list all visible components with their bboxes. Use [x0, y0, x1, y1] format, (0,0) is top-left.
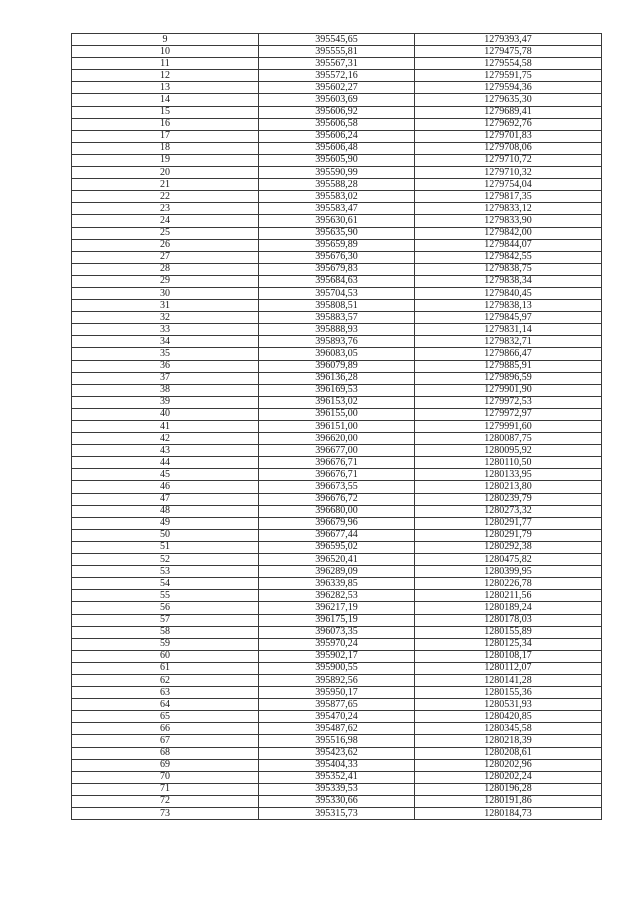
x-coordinate-cell: 396136,28 — [259, 372, 415, 384]
y-coordinate-cell: 1280133,95 — [415, 469, 602, 481]
table-row — [72, 154, 602, 166]
point-number-cell: 26 — [72, 239, 259, 251]
y-coordinate-cell: 1280087,75 — [415, 433, 602, 445]
point-number-cell: 10 — [72, 46, 259, 58]
y-coordinate-cell: 1279844,07 — [415, 239, 602, 251]
y-coordinate-cell: 1279708,06 — [415, 142, 602, 154]
table-row — [72, 590, 602, 602]
x-coordinate-cell: 395423,62 — [259, 747, 415, 759]
point-number-cell: 45 — [72, 469, 259, 481]
table-row — [72, 662, 602, 674]
x-coordinate-cell: 395877,65 — [259, 699, 415, 711]
x-coordinate-cell: 396520,41 — [259, 554, 415, 566]
y-coordinate-cell: 1279591,75 — [415, 70, 602, 82]
y-coordinate-cell: 1280178,03 — [415, 614, 602, 626]
table-row — [72, 795, 602, 807]
y-coordinate-cell: 1280202,96 — [415, 759, 602, 771]
point-number-cell: 37 — [72, 372, 259, 384]
point-number-cell: 50 — [72, 529, 259, 541]
y-coordinate-cell: 1280292,38 — [415, 541, 602, 553]
x-coordinate-cell: 396282,53 — [259, 590, 415, 602]
x-coordinate-cell: 395404,33 — [259, 759, 415, 771]
y-coordinate-cell: 1280475,82 — [415, 554, 602, 566]
x-coordinate-cell: 396339,85 — [259, 578, 415, 590]
table-row — [72, 445, 602, 457]
table-row — [72, 408, 602, 420]
table-row — [72, 493, 602, 505]
y-coordinate-cell: 1279831,14 — [415, 324, 602, 336]
x-coordinate-cell: 396153,02 — [259, 396, 415, 408]
table-row — [72, 312, 602, 324]
point-number-cell: 64 — [72, 699, 259, 711]
table-row — [72, 239, 602, 251]
point-number-cell: 19 — [72, 154, 259, 166]
table-row — [72, 94, 602, 106]
x-coordinate-cell: 396677,44 — [259, 529, 415, 541]
point-number-cell: 12 — [72, 70, 259, 82]
x-coordinate-cell: 395315,73 — [259, 808, 415, 820]
y-coordinate-cell: 1279833,12 — [415, 203, 602, 215]
table-row — [72, 58, 602, 70]
table-row — [72, 723, 602, 735]
table-row — [72, 348, 602, 360]
point-number-cell: 65 — [72, 711, 259, 723]
x-coordinate-cell: 395583,47 — [259, 203, 415, 215]
x-coordinate-cell: 395888,93 — [259, 324, 415, 336]
y-coordinate-cell: 1280399,95 — [415, 566, 602, 578]
point-number-cell: 48 — [72, 505, 259, 517]
x-coordinate-cell: 396083,05 — [259, 348, 415, 360]
point-number-cell: 69 — [72, 759, 259, 771]
x-coordinate-cell: 395659,89 — [259, 239, 415, 251]
table-row — [72, 384, 602, 396]
coordinates-table — [71, 33, 602, 820]
point-number-cell: 35 — [72, 348, 259, 360]
y-coordinate-cell: 1279594,36 — [415, 82, 602, 94]
point-number-cell: 62 — [72, 674, 259, 686]
table-row — [72, 227, 602, 239]
point-number-cell: 17 — [72, 130, 259, 142]
x-coordinate-cell: 395603,69 — [259, 94, 415, 106]
y-coordinate-cell: 1279554,58 — [415, 58, 602, 70]
table-row — [72, 287, 602, 299]
table-row — [72, 602, 602, 614]
x-coordinate-cell: 395606,24 — [259, 130, 415, 142]
y-coordinate-cell: 1279885,91 — [415, 360, 602, 372]
x-coordinate-cell: 396673,55 — [259, 481, 415, 493]
point-number-cell: 41 — [72, 421, 259, 433]
x-coordinate-cell: 395902,17 — [259, 650, 415, 662]
x-coordinate-cell: 395606,92 — [259, 106, 415, 118]
point-number-cell: 73 — [72, 808, 259, 820]
table-row — [72, 70, 602, 82]
table-row — [72, 118, 602, 130]
point-number-cell: 49 — [72, 517, 259, 529]
y-coordinate-cell: 1280108,17 — [415, 650, 602, 662]
y-coordinate-cell: 1280213,80 — [415, 481, 602, 493]
x-coordinate-cell: 395572,16 — [259, 70, 415, 82]
y-coordinate-cell: 1280226,78 — [415, 578, 602, 590]
table-row — [72, 34, 602, 46]
point-number-cell: 33 — [72, 324, 259, 336]
coordinates-table-body — [72, 34, 602, 820]
y-coordinate-cell: 1280189,24 — [415, 602, 602, 614]
table-row — [72, 336, 602, 348]
x-coordinate-cell: 395583,02 — [259, 191, 415, 203]
x-coordinate-cell: 396676,72 — [259, 493, 415, 505]
point-number-cell: 40 — [72, 408, 259, 420]
table-row — [72, 687, 602, 699]
y-coordinate-cell: 1280125,34 — [415, 638, 602, 650]
table-row — [72, 771, 602, 783]
y-coordinate-cell: 1279845,97 — [415, 312, 602, 324]
x-coordinate-cell: 395555,81 — [259, 46, 415, 58]
x-coordinate-cell: 395950,17 — [259, 687, 415, 699]
x-coordinate-cell: 396151,00 — [259, 421, 415, 433]
x-coordinate-cell: 395606,58 — [259, 118, 415, 130]
table-row — [72, 191, 602, 203]
y-coordinate-cell: 1279972,97 — [415, 408, 602, 420]
y-coordinate-cell: 1279393,47 — [415, 34, 602, 46]
x-coordinate-cell: 395352,41 — [259, 771, 415, 783]
point-number-cell: 30 — [72, 287, 259, 299]
y-coordinate-cell: 1280239,79 — [415, 493, 602, 505]
point-number-cell: 15 — [72, 106, 259, 118]
x-coordinate-cell: 395676,30 — [259, 251, 415, 263]
table-row — [72, 106, 602, 118]
table-row — [72, 275, 602, 287]
table-row — [72, 215, 602, 227]
y-coordinate-cell: 1279838,34 — [415, 275, 602, 287]
table-row — [72, 541, 602, 553]
y-coordinate-cell: 1279840,45 — [415, 287, 602, 299]
y-coordinate-cell: 1279842,55 — [415, 251, 602, 263]
table-row — [72, 324, 602, 336]
y-coordinate-cell: 1280196,28 — [415, 783, 602, 795]
table-row — [72, 566, 602, 578]
y-coordinate-cell: 1280155,89 — [415, 626, 602, 638]
table-row — [72, 711, 602, 723]
point-number-cell: 9 — [72, 34, 259, 46]
x-coordinate-cell: 395635,90 — [259, 227, 415, 239]
table-row — [72, 626, 602, 638]
x-coordinate-cell: 395588,28 — [259, 179, 415, 191]
x-coordinate-cell: 395630,61 — [259, 215, 415, 227]
x-coordinate-cell: 395516,98 — [259, 735, 415, 747]
x-coordinate-cell: 395330,66 — [259, 795, 415, 807]
point-number-cell: 24 — [72, 215, 259, 227]
table-row — [72, 300, 602, 312]
y-coordinate-cell: 1279991,60 — [415, 421, 602, 433]
y-coordinate-cell: 1280420,85 — [415, 711, 602, 723]
point-number-cell: 27 — [72, 251, 259, 263]
point-number-cell: 31 — [72, 300, 259, 312]
point-number-cell: 53 — [72, 566, 259, 578]
point-number-cell: 28 — [72, 263, 259, 275]
x-coordinate-cell: 396217,19 — [259, 602, 415, 614]
point-number-cell: 43 — [72, 445, 259, 457]
table-row — [72, 421, 602, 433]
point-number-cell: 21 — [72, 179, 259, 191]
y-coordinate-cell: 1279866,47 — [415, 348, 602, 360]
point-number-cell: 52 — [72, 554, 259, 566]
table-row — [72, 747, 602, 759]
y-coordinate-cell: 1279838,13 — [415, 300, 602, 312]
y-coordinate-cell: 1279754,04 — [415, 179, 602, 191]
y-coordinate-cell: 1279838,75 — [415, 263, 602, 275]
y-coordinate-cell: 1279635,30 — [415, 94, 602, 106]
table-row — [72, 396, 602, 408]
point-number-cell: 14 — [72, 94, 259, 106]
x-coordinate-cell: 395970,24 — [259, 638, 415, 650]
y-coordinate-cell: 1279972,53 — [415, 396, 602, 408]
x-coordinate-cell: 396679,96 — [259, 517, 415, 529]
x-coordinate-cell: 395605,90 — [259, 154, 415, 166]
x-coordinate-cell: 395470,24 — [259, 711, 415, 723]
point-number-cell: 55 — [72, 590, 259, 602]
table-row — [72, 457, 602, 469]
y-coordinate-cell: 1280184,73 — [415, 808, 602, 820]
point-number-cell: 16 — [72, 118, 259, 130]
x-coordinate-cell: 395883,57 — [259, 312, 415, 324]
y-coordinate-cell: 1279701,83 — [415, 130, 602, 142]
y-coordinate-cell: 1280155,36 — [415, 687, 602, 699]
y-coordinate-cell: 1279842,00 — [415, 227, 602, 239]
table-row — [72, 130, 602, 142]
point-number-cell: 68 — [72, 747, 259, 759]
table-row — [72, 481, 602, 493]
y-coordinate-cell: 1279710,32 — [415, 167, 602, 179]
table-row — [72, 433, 602, 445]
x-coordinate-cell: 396676,71 — [259, 457, 415, 469]
y-coordinate-cell: 1279832,71 — [415, 336, 602, 348]
x-coordinate-cell: 396073,35 — [259, 626, 415, 638]
table-row — [72, 517, 602, 529]
y-coordinate-cell: 1280202,24 — [415, 771, 602, 783]
point-number-cell: 58 — [72, 626, 259, 638]
table-row — [72, 638, 602, 650]
x-coordinate-cell: 395900,55 — [259, 662, 415, 674]
x-coordinate-cell: 396175,19 — [259, 614, 415, 626]
y-coordinate-cell: 1280208,61 — [415, 747, 602, 759]
point-number-cell: 39 — [72, 396, 259, 408]
x-coordinate-cell: 395704,53 — [259, 287, 415, 299]
table-row — [72, 82, 602, 94]
table-row — [72, 529, 602, 541]
point-number-cell: 61 — [72, 662, 259, 674]
y-coordinate-cell: 1279475,78 — [415, 46, 602, 58]
x-coordinate-cell: 395893,76 — [259, 336, 415, 348]
point-number-cell: 70 — [72, 771, 259, 783]
y-coordinate-cell: 1280291,79 — [415, 529, 602, 541]
y-coordinate-cell: 1280095,92 — [415, 445, 602, 457]
x-coordinate-cell: 396680,00 — [259, 505, 415, 517]
x-coordinate-cell: 396677,00 — [259, 445, 415, 457]
table-row — [72, 167, 602, 179]
table-row — [72, 674, 602, 686]
point-number-cell: 67 — [72, 735, 259, 747]
point-number-cell: 56 — [72, 602, 259, 614]
x-coordinate-cell: 395679,83 — [259, 263, 415, 275]
y-coordinate-cell: 1280211,56 — [415, 590, 602, 602]
table-row — [72, 554, 602, 566]
x-coordinate-cell: 396155,00 — [259, 408, 415, 420]
point-number-cell: 44 — [72, 457, 259, 469]
point-number-cell: 59 — [72, 638, 259, 650]
y-coordinate-cell: 1279901,90 — [415, 384, 602, 396]
y-coordinate-cell: 1280345,58 — [415, 723, 602, 735]
y-coordinate-cell: 1279817,35 — [415, 191, 602, 203]
x-coordinate-cell: 395892,56 — [259, 674, 415, 686]
x-coordinate-cell: 395487,62 — [259, 723, 415, 735]
table-row — [72, 46, 602, 58]
x-coordinate-cell: 395808,51 — [259, 300, 415, 312]
table-row — [72, 179, 602, 191]
point-number-cell: 47 — [72, 493, 259, 505]
point-number-cell: 23 — [72, 203, 259, 215]
table-row — [72, 360, 602, 372]
y-coordinate-cell: 1280531,93 — [415, 699, 602, 711]
table-row — [72, 759, 602, 771]
table-row — [72, 650, 602, 662]
point-number-cell: 71 — [72, 783, 259, 795]
point-number-cell: 57 — [72, 614, 259, 626]
x-coordinate-cell: 396289,09 — [259, 566, 415, 578]
point-number-cell: 32 — [72, 312, 259, 324]
point-number-cell: 13 — [72, 82, 259, 94]
y-coordinate-cell: 1279896,59 — [415, 372, 602, 384]
point-number-cell: 34 — [72, 336, 259, 348]
y-coordinate-cell: 1280110,50 — [415, 457, 602, 469]
y-coordinate-cell: 1280191,86 — [415, 795, 602, 807]
point-number-cell: 42 — [72, 433, 259, 445]
table-row — [72, 783, 602, 795]
point-number-cell: 54 — [72, 578, 259, 590]
x-coordinate-cell: 396079,89 — [259, 360, 415, 372]
point-number-cell: 22 — [72, 191, 259, 203]
point-number-cell: 29 — [72, 275, 259, 287]
table-row — [72, 251, 602, 263]
point-number-cell: 25 — [72, 227, 259, 239]
x-coordinate-cell: 396676,71 — [259, 469, 415, 481]
table-row — [72, 735, 602, 747]
table-row — [72, 808, 602, 820]
table-row — [72, 469, 602, 481]
table-row — [72, 142, 602, 154]
x-coordinate-cell: 395590,99 — [259, 167, 415, 179]
point-number-cell: 36 — [72, 360, 259, 372]
y-coordinate-cell: 1280141,28 — [415, 674, 602, 686]
x-coordinate-cell: 396169,53 — [259, 384, 415, 396]
y-coordinate-cell: 1280218,39 — [415, 735, 602, 747]
point-number-cell: 38 — [72, 384, 259, 396]
table-row — [72, 614, 602, 626]
table-row — [72, 699, 602, 711]
point-number-cell: 46 — [72, 481, 259, 493]
y-coordinate-cell: 1279833,90 — [415, 215, 602, 227]
x-coordinate-cell: 395545,65 — [259, 34, 415, 46]
x-coordinate-cell: 396595,02 — [259, 541, 415, 553]
point-number-cell: 20 — [72, 167, 259, 179]
y-coordinate-cell: 1279710,72 — [415, 154, 602, 166]
point-number-cell: 18 — [72, 142, 259, 154]
y-coordinate-cell: 1280112,07 — [415, 662, 602, 674]
x-coordinate-cell: 395684,63 — [259, 275, 415, 287]
table-row — [72, 372, 602, 384]
x-coordinate-cell: 395339,53 — [259, 783, 415, 795]
y-coordinate-cell: 1280273,32 — [415, 505, 602, 517]
point-number-cell: 11 — [72, 58, 259, 70]
x-coordinate-cell: 395606,48 — [259, 142, 415, 154]
x-coordinate-cell: 395602,27 — [259, 82, 415, 94]
point-number-cell: 72 — [72, 795, 259, 807]
y-coordinate-cell: 1279689,41 — [415, 106, 602, 118]
x-coordinate-cell: 396620,00 — [259, 433, 415, 445]
y-coordinate-cell: 1279692,76 — [415, 118, 602, 130]
table-row — [72, 203, 602, 215]
point-number-cell: 60 — [72, 650, 259, 662]
table-row — [72, 578, 602, 590]
table-row — [72, 505, 602, 517]
table-row — [72, 263, 602, 275]
point-number-cell: 63 — [72, 687, 259, 699]
point-number-cell: 66 — [72, 723, 259, 735]
point-number-cell: 51 — [72, 541, 259, 553]
y-coordinate-cell: 1280291,77 — [415, 517, 602, 529]
x-coordinate-cell: 395567,31 — [259, 58, 415, 70]
